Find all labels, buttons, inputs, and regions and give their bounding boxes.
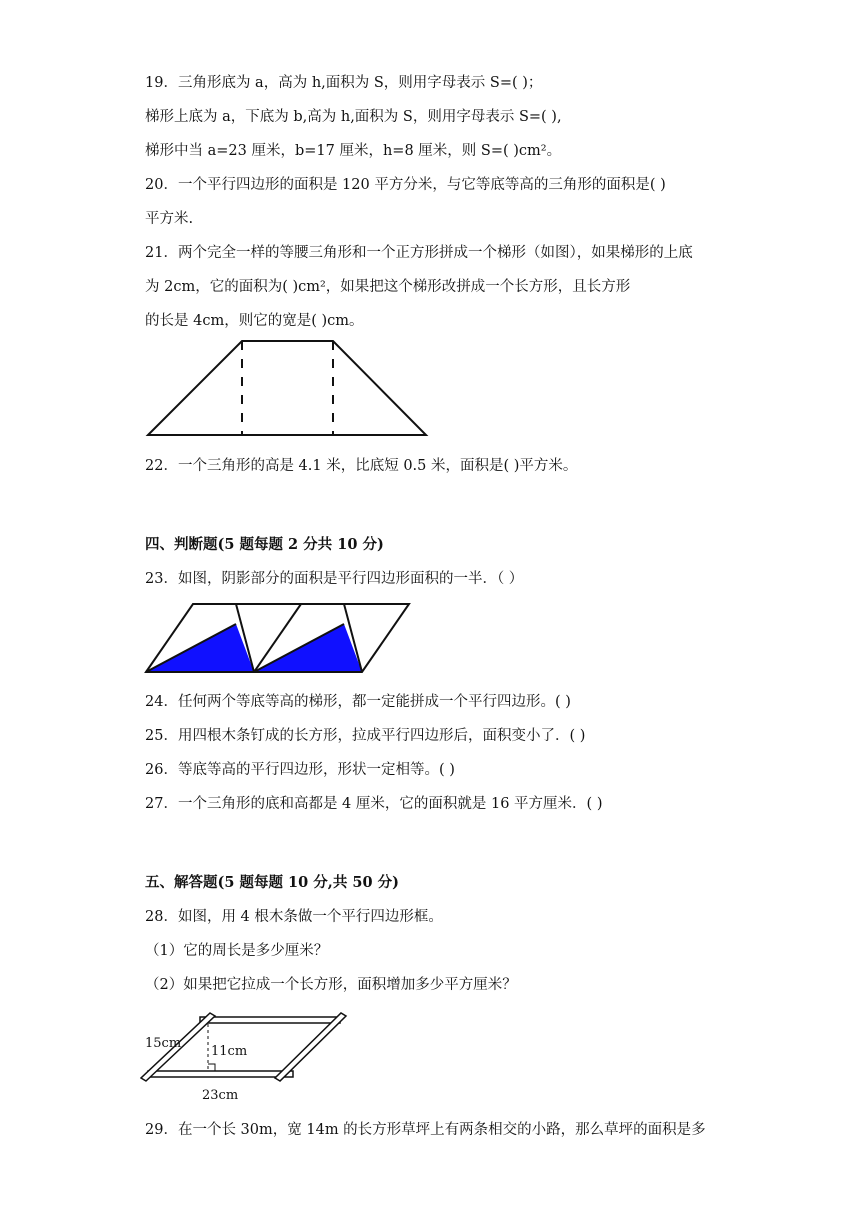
q28-line2: （1）它的周长是多少厘米？ <box>145 943 329 959</box>
q19-line2: 梯形上底为 a，下底为 b,高为 h,面积为 S，则用字母表示 S=( ), <box>145 109 562 125</box>
section4-title: 四、判断题(5 题每题 2 分共 10 分) <box>145 536 384 553</box>
q26-text: 26．等底等高的平行四边形，形状一定相等。( ) <box>145 762 455 778</box>
parallelogram-shaded-figure <box>143 600 413 680</box>
q29-text: 29．在一个长 30m，宽 14m 的长方形草坪上有两条相交的小路，那么草坪的面积是多 <box>145 1122 706 1138</box>
q21-line1: 21．两个完全一样的等腰三角形和一个正方形拼成一个梯形（如图），如果梯形的上底 <box>145 245 693 261</box>
trapezoid-outline <box>148 341 426 435</box>
right-angle-mark <box>208 1064 215 1071</box>
q20-line2: 平方米. <box>145 211 194 227</box>
frame-side-label: 15cm <box>145 1036 182 1051</box>
trapezoid-figure <box>140 338 440 438</box>
q25-text: 25．用四根木条钉成的长方形，拉成平行四边形后，面积变小了．( ) <box>145 728 586 744</box>
q23-text: 23．如图，阴影部分的面积是平行四边形面积的一半．（ ） <box>145 571 524 587</box>
q21-line3: 的长是 4cm，则它的宽是( )cm。 <box>145 313 364 329</box>
q28-line3: （2）如果把它拉成一个长方形，面积增加多少平方厘米？ <box>145 977 517 993</box>
section5-title: 五、解答题(5 题每题 10 分,共 50 分) <box>145 874 399 891</box>
frame-height-label: 11cm <box>211 1044 248 1059</box>
q22-text: 22．一个三角形的高是 4.1 米，比底短 0.5 米，面积是( )平方米。 <box>145 458 578 474</box>
q20-line1: 20．一个平行四边形的面积是 120 平方分米，与它等底等高的三角形的面积是( ) <box>145 177 666 193</box>
q19-line3: 梯形中当 a=23 厘米，b=17 厘米，h=8 厘米，则 S=( )cm²。 <box>145 143 562 159</box>
q28-line1: 28．如图，用 4 根木条做一个平行四边形框。 <box>145 909 443 925</box>
frame-top-bar <box>200 1017 340 1023</box>
q24-text: 24．任何两个等底等高的梯形，都一定能拼成一个平行四边形。( ) <box>145 694 571 710</box>
q19-line1: 19．三角形底为 a，高为 h,面积为 S，则用字母表示 S=( )； <box>145 75 543 91</box>
frame-base-label: 23cm <box>202 1088 239 1103</box>
frame-bottom-bar <box>148 1071 293 1077</box>
q21-line2: 为 2cm，它的面积为( )cm²，如果把这个梯形改拼成一个长方形，且长方形 <box>145 279 631 295</box>
q27-text: 27．一个三角形的底和高都是 4 厘米，它的面积就是 16 平方厘米．( ) <box>145 796 603 812</box>
